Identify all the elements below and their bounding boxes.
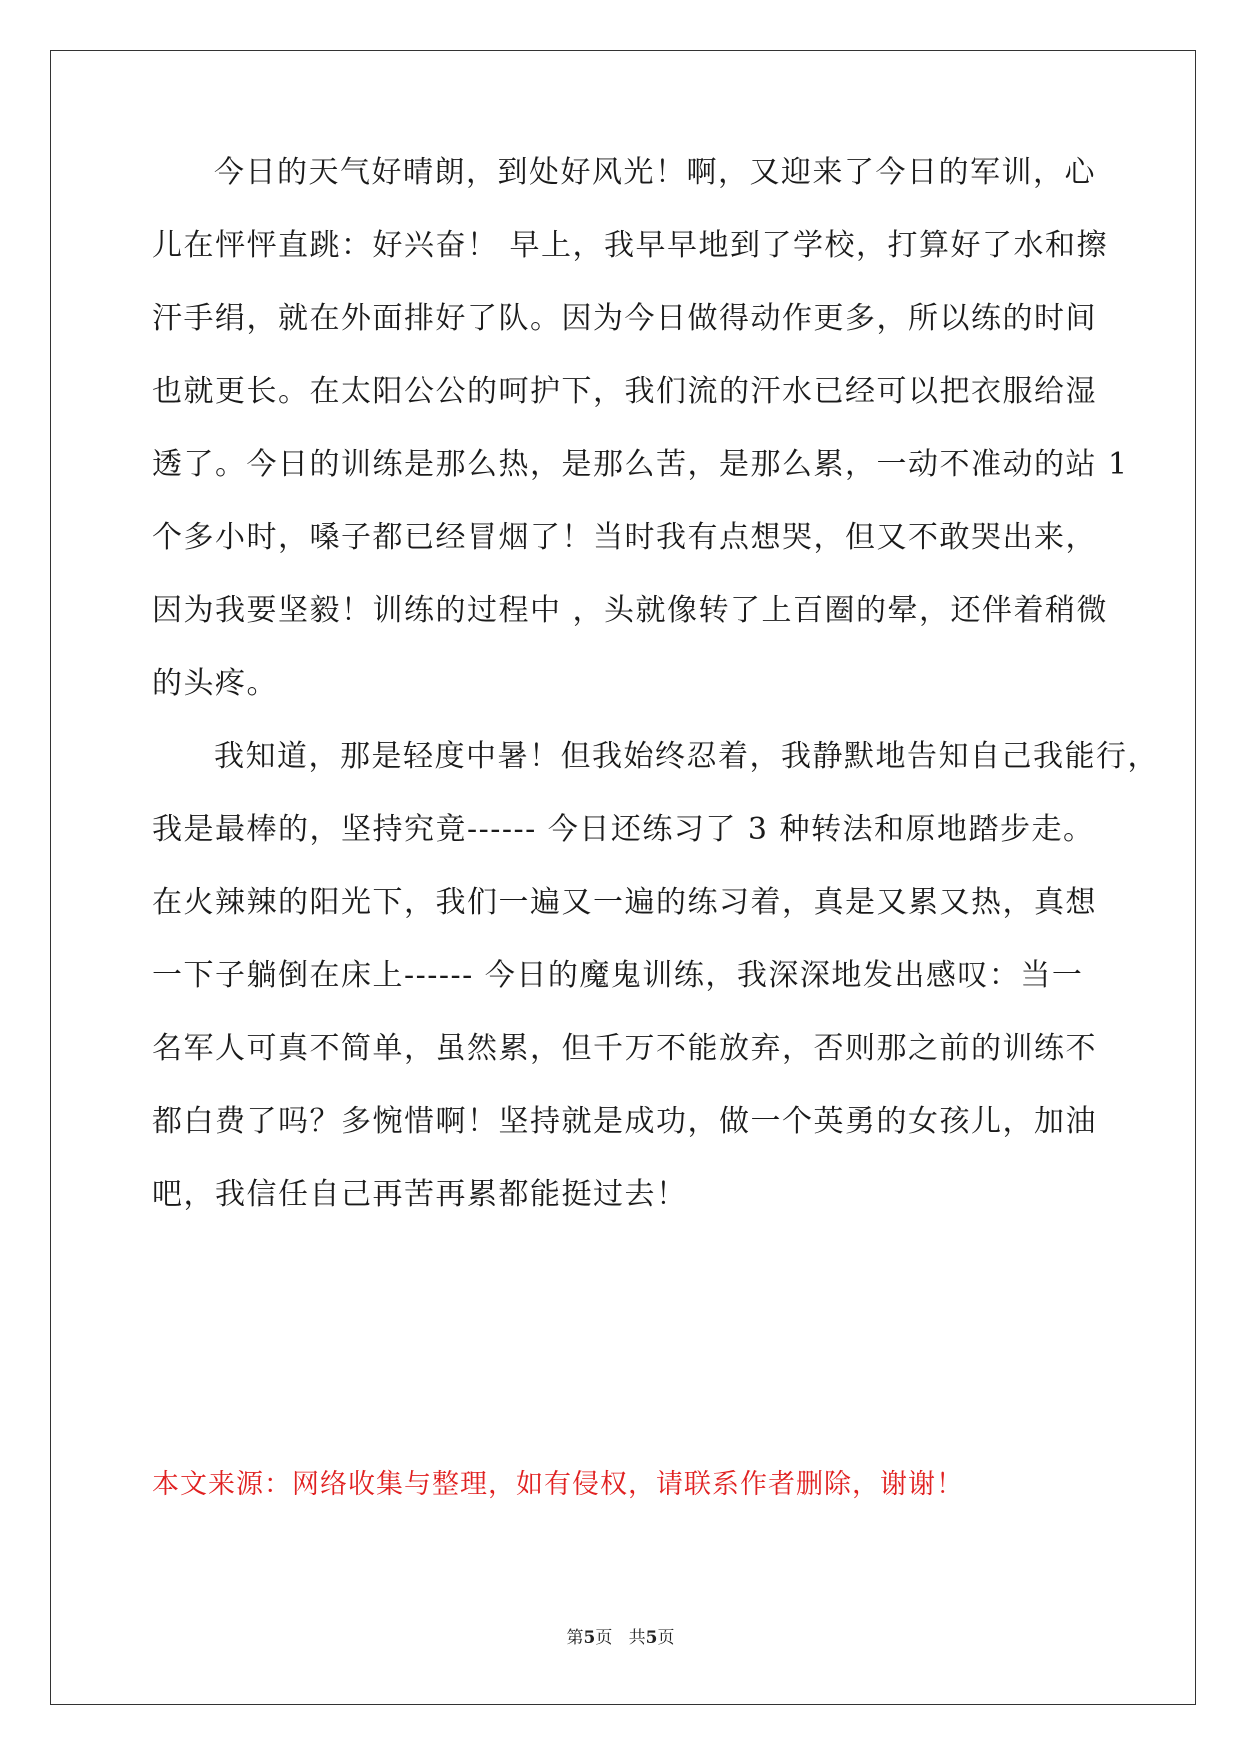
total-suffix: 页 <box>657 1628 675 1648</box>
paragraph-2-line: 我知道，那是轻度中暑！但我始终忍着，我静默地告知自己我能行， <box>214 739 1159 774</box>
paragraph-1-line: 透了。今日的训练是那么热，是那么苦，是那么累，一动不准动的站 1 <box>152 447 1129 482</box>
paragraph-1-line: 也就更长。在太阳公公的呵护下，我们流的汗水已经可以把衣服给湿 <box>152 374 1097 409</box>
total-prefix: 共 <box>628 1628 646 1648</box>
page-suffix: 页 <box>595 1628 613 1648</box>
paragraph-1-line: 因为我要坚毅！训练的过程中 ，头就像转了上百圈的晕，还伴着稍微 <box>152 593 1109 628</box>
paragraph-2-line: 名军人可真不简单，虽然累，但千万不能放弃，否则那之前的训练不 <box>152 1031 1097 1066</box>
page-current: 5 <box>583 1628 596 1648</box>
paragraph-2-line: 我是最棒的，坚持究竟------ 今日还练习了 3 种转法和原地踏步走。 <box>152 812 1095 847</box>
paragraph-1-line: 个多小时，嗓子都已经冒烟了！当时我有点想哭，但又不敢哭出来， <box>152 520 1097 555</box>
paragraph-2-line: 吧，我信任自己再苦再累都能挺过去！ <box>152 1177 688 1212</box>
paragraph-1-line: 的头疼。 <box>152 666 278 701</box>
paragraph-2-line: 在火辣辣的阳光下，我们一遍又一遍的练习着，真是又累又热，真想 <box>152 885 1097 920</box>
paragraph-1-line: 今日的天气好晴朗，到处好风光！啊，又迎来了今日的军训，心 <box>214 155 1096 190</box>
paragraph-2-line: 一下子躺倒在床上------ 今日的魔鬼训练，我深深地发出感叹：当一 <box>152 958 1084 993</box>
page-footer <box>0 1627 1241 1649</box>
source-note: 本文来源：网络收集与整理，如有侵权，请联系作者删除，谢谢！ <box>152 1469 964 1500</box>
paragraph-1-line: 儿在怦怦直跳：好兴奋！ 早上，我早早地到了学校，打算好了水和擦 <box>152 228 1109 263</box>
page-prefix: 第 <box>566 1628 584 1648</box>
paragraph-1-line: 汗手绢，就在外面排好了队。因为今日做得动作更多，所以练的时间 <box>152 301 1097 336</box>
paragraph-2-line: 都白费了吗？多惋惜啊！坚持就是成功，做一个英勇的女孩儿，加油 <box>152 1104 1097 1139</box>
page-total: 5 <box>645 1628 658 1648</box>
